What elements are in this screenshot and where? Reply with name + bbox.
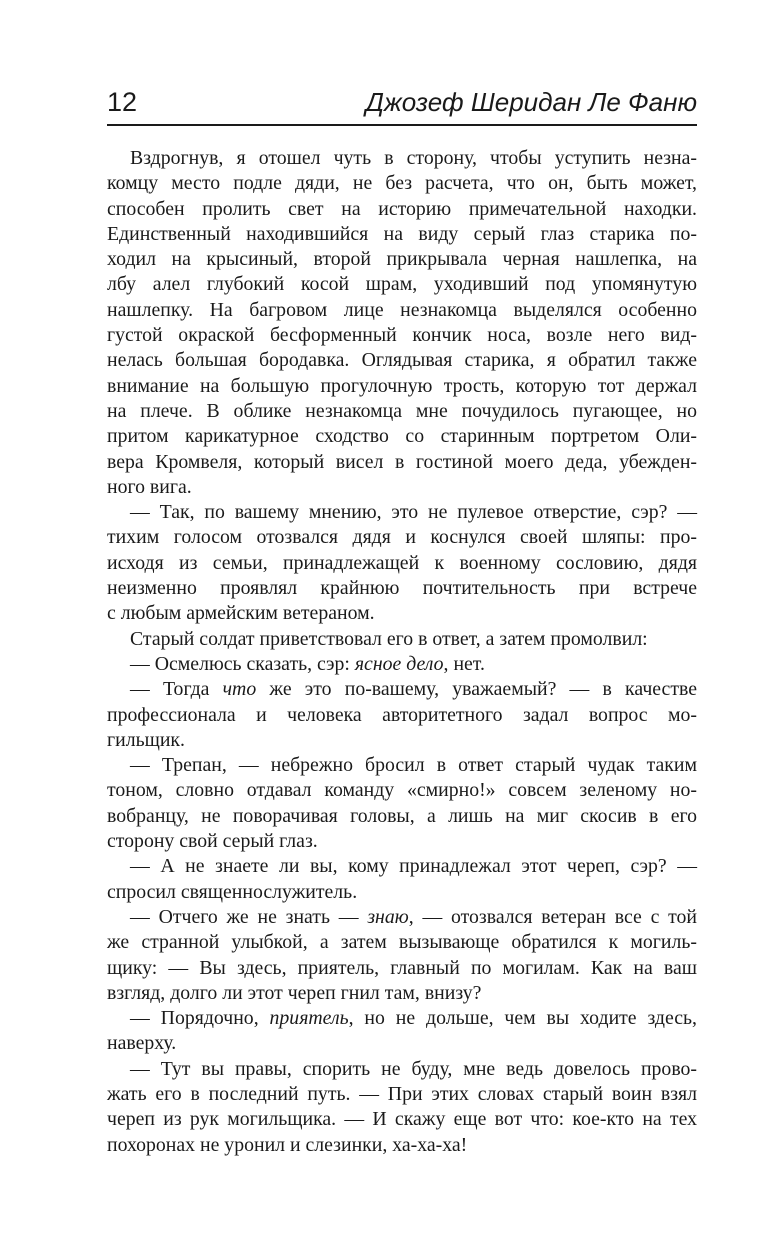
text-line: на плече. В облике незнакомца мне почудилось пугающее, но — [107, 399, 697, 422]
running-title: Джозеф Шеридан Ле Фаню — [365, 87, 697, 117]
text-line: нелась большая бородавка. Оглядывая старика, я обратил также — [107, 349, 697, 372]
page-number: 12 — [107, 87, 138, 117]
italic-run: приятель — [269, 1007, 349, 1030]
text-line: вера Кромвеля, который висел в гостиной моего деда, убежден- — [107, 450, 697, 473]
text-line: сторону свой серый глаз. — [107, 830, 318, 853]
text-line: Вздрогнув, я отошел чуть в сторону, чтобы уступить незна- — [130, 147, 697, 169]
text-line: неизменно проявлял крайнюю почтительность при встрече — [107, 577, 697, 600]
text-line: ходил на крысиный, второй прикрывала черная нашлепка, на — [107, 248, 697, 271]
text-line — [107, 677, 697, 702]
text-line: щику: — Вы здесь, приятель, главный по могилам. Как на ваш — [107, 956, 697, 979]
text-line: — Трепан, — небрежно бросил в ответ старый чудак таким — [130, 754, 697, 777]
text-line — [107, 1006, 697, 1031]
text-line: — А не знаете ли вы, кому принадлежал этот череп, сэр? — — [130, 855, 697, 878]
text-line: комцу место подле дяди, не без расчета, что он, быть может, — [107, 172, 697, 195]
text-line: вобранцу, не поворачивая головы, а лишь на миг скосив в его — [107, 804, 697, 827]
text-line: гильщик. — [107, 728, 185, 751]
italic-run: ясное дело — [354, 652, 444, 675]
text-line: взгляд, долго ли этот череп гнил там, внизу? — [107, 981, 482, 1004]
text-line: — Тут вы правы, спорить не буду, мне ведь довелось прово- — [130, 1057, 697, 1080]
italic-run: что — [222, 678, 257, 701]
text-run: — Осмелюсь сказать, сэр: — [130, 652, 355, 675]
text-run: , нет. — [443, 652, 485, 675]
body-text — [107, 146, 697, 1158]
text-line: Единственный находившийся на виду серый глаз старика по- — [107, 222, 697, 245]
text-line: Старый солдат приветствовал его в ответ, а затем промолвил: — [130, 627, 648, 650]
text-line: череп из рук могильщика. — И скажу еще вот что: кое-кто на тех — [107, 1108, 697, 1131]
text-line — [107, 905, 697, 930]
text-line: тоном, словно отдавал команду «смирно!» совсем зеленому но- — [107, 779, 697, 802]
header-rule — [107, 124, 697, 126]
text-line: внимание на большую прогулочную трость, которую тот держал — [107, 374, 697, 397]
text-line: нашлепку. На багровом лице незнакомца выделялся особенно — [107, 298, 697, 321]
text-line: профессионала и человека авторитетного задал вопрос мо- — [107, 703, 697, 726]
text-line: с любым армейским ветераном. — [107, 602, 375, 625]
text-line: тихим голосом отозвался дядя и коснулся своей шляпы: про- — [107, 526, 697, 549]
text-line: исходя из семьи, принадлежащей к военному сословию, дядя — [107, 551, 697, 574]
text-line: ного вига. — [107, 475, 192, 498]
text-run: — Порядочно, — [130, 1007, 270, 1030]
text-line: густой окраской бесформенный кончик носа, возле него вид- — [107, 324, 697, 347]
text-run: — Тогда — [130, 678, 223, 701]
text-run: же это по-вашему, уважаемый? — в качестве — [256, 678, 697, 701]
text-line: — Так, по вашему мнению, это не пулевое отверстие, сэр? — — [130, 501, 697, 524]
text-line: лбу алел глубокий косой шрам, уходивший под упомянутую — [107, 273, 697, 296]
text-line: спросил священнослужитель. — [107, 880, 358, 903]
text-line: способен пролить свет на историю примечательной находки. — [107, 197, 697, 220]
text-line: притом карикатурное сходство со старинным портретом Оли- — [107, 425, 697, 448]
text-run: , но не дольше, чем вы ходите здесь, — [348, 1007, 697, 1030]
text-line: же странной улыбкой, а затем вызывающе обратился к могиль- — [107, 931, 697, 954]
text-run: — Отчего же не знать — — [130, 905, 368, 928]
text-line: жать его в последний путь. — При этих словах старый воин взял — [107, 1082, 697, 1105]
italic-run: знаю — [367, 905, 409, 928]
text-line: наверху. — [107, 1032, 177, 1055]
text-run: , — отозвался ветеран все с той — [408, 905, 698, 928]
page-header — [107, 84, 697, 124]
text-line: похоронах не уронил и слезинки, ха-ха-ха! — [107, 1133, 468, 1156]
text-line — [107, 652, 697, 677]
